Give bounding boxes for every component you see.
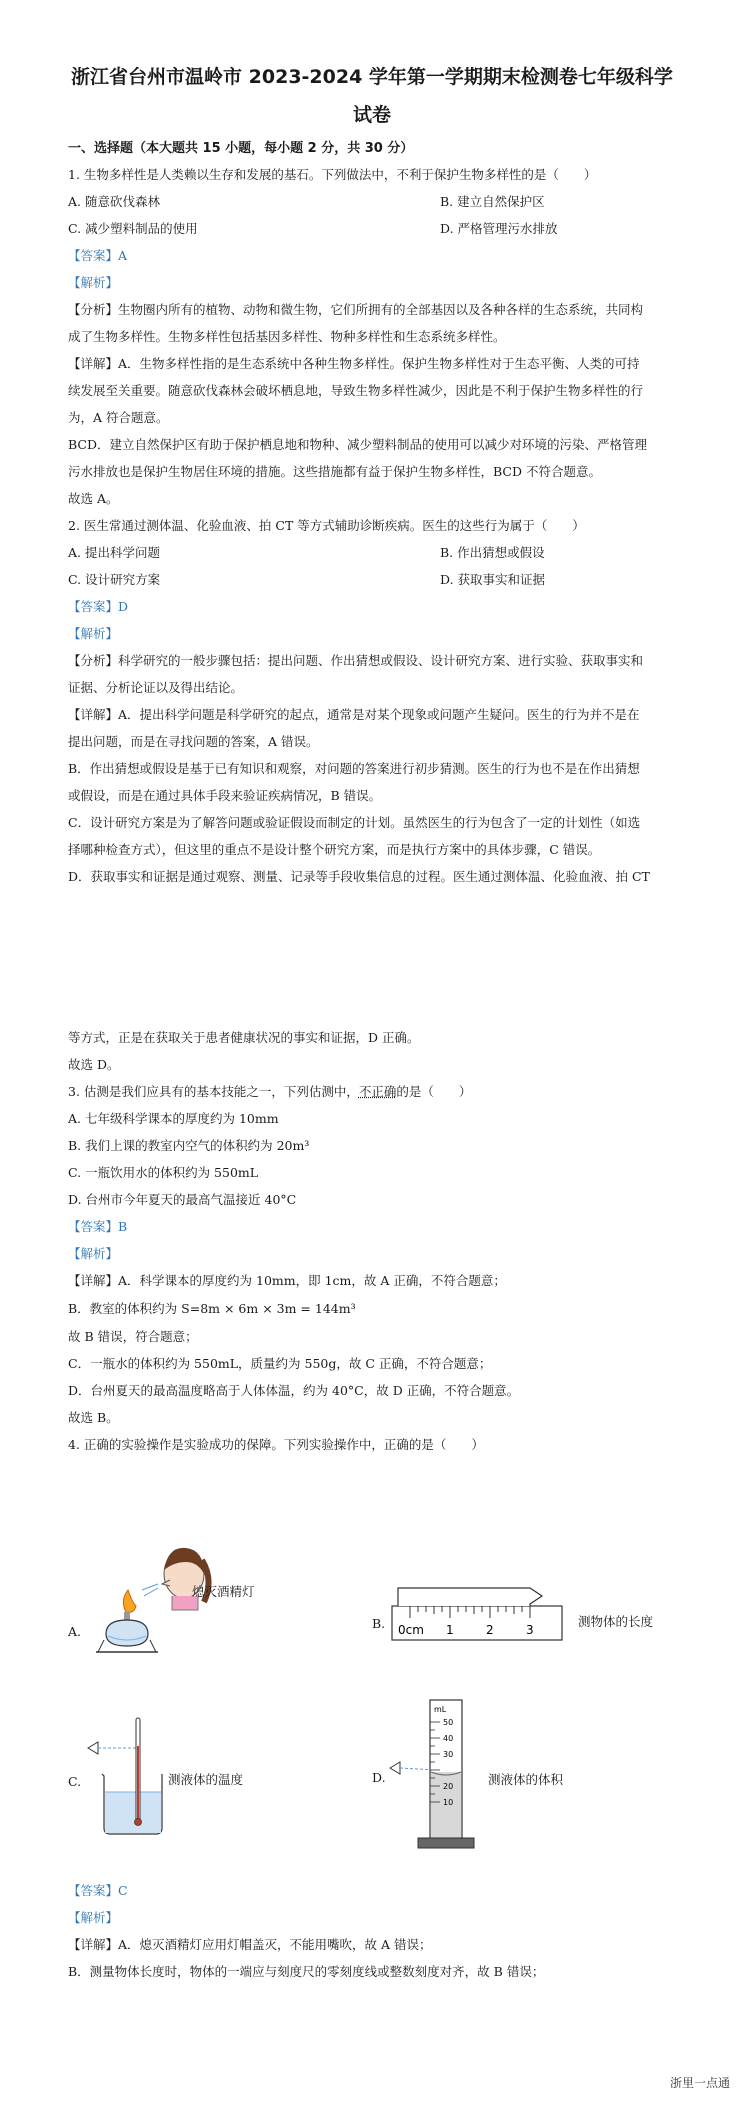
footer-watermark: 浙里一点通: [669, 2076, 730, 2090]
exam-title-line1: 浙江省台州市温岭市 2023-2024 学年第一学期期末检测卷七年级科学: [71, 66, 673, 88]
q2-detail-line: 等方式，正是在获取关于患者健康状况的事实和证据，D 正确。: [68, 1030, 420, 1045]
q3-stem: [68, 1081, 678, 1103]
q4-detail-line: B．测量物体长度时，物体的一端应与刻度尺的零刻度线或整数刻度对齐，故 B 错误；: [68, 1964, 545, 1979]
q1-analysis-tag: 【解析】: [68, 275, 119, 290]
q3-option-a: A. 七年级科学课本的厚度约为 10mm: [68, 1111, 279, 1126]
q1-option-row-2: [68, 218, 678, 240]
ruler-figure: [390, 1584, 570, 1642]
q2-analysis-tag: 【解析】: [68, 626, 119, 641]
q3-detail-line: 【详解】A．科学课本的厚度约为 10mm，即 1cm，故 A 正确，不符合题意；: [68, 1273, 506, 1288]
q1-detail-line: 【详解】A．生物多样性指的是生态系统中各种生物多样性。保护生物多样性对于生态平衡、人类的可持: [68, 356, 640, 371]
q2-option-a: A. 提出科学问题: [68, 545, 160, 560]
alcohol-lamp-figure: [86, 1540, 216, 1660]
ruler-tick-label: 0cm: [398, 1623, 424, 1637]
cylinder-tick-label: 30: [443, 1750, 454, 1759]
q1-detail-line: 续发展至关重要。随意砍伐森林会破坏栖息地，导致生物多样性减少，因此是不利于保护生物多样性的行: [68, 383, 644, 398]
q4-detail-line: 【详解】A．熄灭酒精灯应用灯帽盖灭，不能用嘴吹，故 A 错误；: [68, 1937, 432, 1952]
q2-option-row-2: [68, 569, 678, 591]
q1-option-a: A. 随意砍伐森林: [68, 194, 160, 209]
q4-answer: 【答案】C: [68, 1883, 128, 1898]
q1-analysis-line: 成了生物多样性。生物多样性包括基因多样性、物种多样性和生态系统多样性。: [68, 329, 506, 344]
q2-option-c: C. 设计研究方案: [68, 572, 161, 587]
q2-detail-line: 择哪种检查方式），但这里的重点不是设计整个研究方案，而是执行方案中的具体步骤，C 错误。: [68, 842, 601, 857]
q4-option-d-letter: D.: [372, 1770, 386, 1785]
q4-stem: 4. 正确的实验操作是实验成功的保障。下列实验操作中，正确的是（ ）: [68, 1437, 484, 1452]
q1-detail-line: 为，A 符合题意。: [68, 410, 169, 425]
q2-option-row-1: [68, 542, 678, 564]
q2-stem: 2. 医生常通过测体温、化验血液、拍 CT 等方式辅助诊断疾病。医生的这些行为属于（ ）: [68, 518, 585, 533]
section-heading: 一、选择题（本大题共 15 小题，每小题 2 分，共 30 分）: [68, 141, 414, 156]
q3-stem-emphasis: 不正确: [358, 1084, 397, 1099]
q1-stem: 1. 生物多样性是人类赖以生存和发展的基石。下列做法中，不利于保护生物多样性的是（ ）: [68, 167, 597, 182]
q4-option-d-caption: 测液体的体积: [488, 1772, 564, 1787]
q2-analysis-line: 【分析】科学研究的一般步骤包括：提出问题、作出猜想或假设、设计研究方案、进行实验、获取事实和: [68, 653, 644, 668]
q2-analysis-line: 证据、分析论证以及得出结论。: [68, 680, 244, 695]
q2-option-d: D. 获取事实和证据: [440, 572, 546, 587]
q4-option-a-letter: A.: [68, 1624, 82, 1639]
q1-detail-line: 污水排放也是保护生物居住环境的措施。这些措施都有益于保护生物多样性，BCD 不符合题意。: [68, 464, 601, 479]
beaker-thermometer-figure: [86, 1716, 166, 1840]
q3-option-c: C. 一瓶饮用水的体积约为 550mL: [68, 1165, 259, 1180]
q2-conclusion: 故选 D。: [68, 1057, 120, 1072]
q1-answer: 【答案】A: [68, 248, 128, 263]
q2-detail-line: C．设计研究方案是为了解答问题或验证假设而制定的计划。虽然医生的行为包含了一定的计划性（如选: [68, 815, 641, 830]
q2-detail-line: D．获取事实和证据是通过观察、测量、记录等手段收集信息的过程。医生通过测体温、化验血液、拍 CT: [68, 869, 650, 884]
q3-detail-line: B．教室的体积约为 S=8m × 6m × 3m = 144m³: [68, 1301, 356, 1316]
q3-stem-part: 3. 估测是我们应具有的基本技能之一，下列估测中，: [68, 1084, 359, 1099]
q1-option-d: D. 严格管理污水排放: [440, 221, 558, 236]
q4-option-b-letter: B.: [372, 1616, 386, 1631]
ruler-tick-label: 1: [446, 1623, 454, 1637]
q1-option-c: C. 减少塑料制品的使用: [68, 221, 198, 236]
cylinder-tick-label: 40: [443, 1734, 454, 1743]
cylinder-tick-label: 20: [443, 1782, 454, 1791]
cylinder-unit: mL: [434, 1705, 447, 1714]
ruler-tick-label: 3: [526, 1623, 534, 1637]
cylinder-tick-label: 10: [443, 1798, 454, 1807]
q1-detail-line: BCD．建立自然保护区有助于保护栖息地和物种、减少塑料制品的使用可以减少对环境的污染、严格管理: [68, 437, 648, 452]
q3-conclusion: 故选 B。: [68, 1410, 119, 1425]
q2-detail-line: 提出问题，而是在寻找问题的答案，A 错误。: [68, 734, 319, 749]
cylinder-tick-label: 50: [443, 1718, 454, 1727]
q3-answer: 【答案】B: [68, 1219, 128, 1234]
q3-detail-line: 故 B 错误，符合题意；: [68, 1329, 198, 1344]
q3-option-b: B. 我们上课的教室内空气的体积约为 20m³: [68, 1138, 310, 1153]
q1-conclusion: 故选 A。: [68, 491, 119, 506]
graduated-cylinder-figure: [388, 1696, 478, 1856]
q3-stem-part: 的是（ ）: [396, 1084, 472, 1099]
exam-title-line2: 试卷: [352, 104, 391, 126]
q1-option-row-1: [68, 191, 678, 213]
q3-detail-line: D．台州夏天的最高温度略高于人体体温，约为 40°C，故 D 正确，不符合题意。: [68, 1383, 520, 1398]
ruler-tick-label: 2: [486, 1623, 494, 1637]
q3-analysis-tag: 【解析】: [68, 1246, 119, 1261]
q3-option-d: D. 台州市今年夏天的最高气温接近 40°C: [68, 1192, 297, 1207]
q2-option-b: B. 作出猜想或假设: [440, 545, 545, 560]
q4-option-a-caption: 熄灭酒精灯: [192, 1584, 255, 1599]
q2-detail-line: 【详解】A．提出科学问题是科学研究的起点，通常是对某个现象或问题产生疑问。医生的行为并不是在: [68, 707, 640, 722]
q2-detail-line: 或假设，而是在通过具体手段来验证疾病情况，B 错误。: [68, 788, 382, 803]
q2-answer: 【答案】D: [68, 599, 129, 614]
q1-analysis-line: 【分析】生物圈内所有的植物、动物和微生物，它们所拥有的全部基因以及各种各样的生态系统，共同构: [68, 302, 644, 317]
q2-detail-line: B．作出猜想或假设是基于已有知识和观察，对问题的答案进行初步猜测。医生的行为也不是在作出猜想: [68, 761, 640, 776]
q1-option-b: B. 建立自然保护区: [440, 194, 545, 209]
q4-option-c-caption: 测液体的温度: [168, 1772, 244, 1787]
q3-detail-line: C．一瓶水的体积约为 550mL，质量约为 550g，故 C 正确，不符合题意；: [68, 1356, 492, 1371]
q4-option-c-letter: C.: [68, 1774, 82, 1789]
q4-option-b-caption: 测物体的长度: [578, 1614, 654, 1629]
q4-analysis-tag: 【解析】: [68, 1910, 119, 1925]
